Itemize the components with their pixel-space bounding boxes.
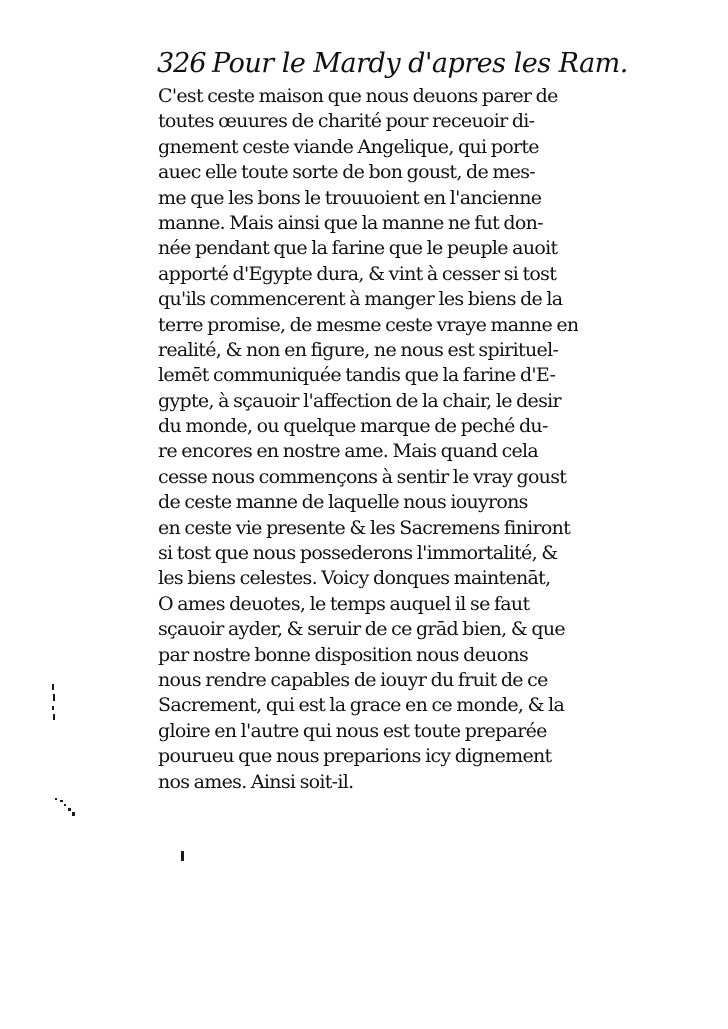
text-line: si tost que nous possederons l'immortalité, &: [158, 542, 558, 565]
text-line: de ceste manne de laquelle nous iouyrons: [158, 491, 528, 514]
text-line: qu'ils commencerent à manger les biens de la: [158, 288, 563, 311]
text-line: nous rendre capables de iouyr du fruit de ce: [158, 668, 548, 691]
text-line: re encores en nostre ame. Mais quand cela: [158, 440, 539, 463]
text-line: sçauoir ayder, & seruir de ce grād bien, & que: [158, 618, 565, 641]
text-line: en ceste vie presente & les Sacremens finiront: [158, 516, 571, 539]
margin-ink-mark: [52, 684, 54, 690]
text-line: gnement ceste viande Angelique, qui porte: [158, 135, 539, 158]
body-text: [158, 84, 578, 795]
page-header: [157, 48, 628, 82]
margin-ink-mark: [60, 800, 63, 802]
text-line: par nostre bonne disposition nous deuons: [158, 643, 529, 666]
margin-ink-mark: [53, 694, 55, 701]
text-line: manne. Mais ainsi que la manne ne fut don-: [158, 211, 543, 234]
margin-ink-mark: [68, 808, 71, 811]
text-line: née pendant que la farine que le peuple auoit: [158, 237, 558, 260]
text-line: C'est ceste maison que nous deuons parer de: [158, 85, 558, 107]
margin-ink-mark: [181, 851, 184, 861]
text-line: gloire en l'autre qui nous est toute preparée: [158, 719, 547, 742]
text-line: terre promise, de mesme ceste vraye manne en: [158, 313, 578, 336]
text-line: Sacrement, qui est la grace en ce monde, & la: [158, 694, 565, 717]
text-line: realité, & non en figure, ne nous est spirituel-: [158, 338, 559, 361]
text-line: les biens celestes. Voicy donques maintenāt,: [158, 567, 551, 590]
text-line: gypte, à sçauoir l'affection de la chair, le desir: [158, 389, 561, 412]
text-line: nos ames. Ainsi soit-il.: [158, 770, 354, 793]
text-line: me que les bons le trouuoient en l'ancienne: [158, 186, 542, 209]
page-number: 326: [157, 48, 206, 79]
running-head: Pour le Mardy d'apres les Ram.: [212, 48, 628, 79]
text-line: lemēt communiquée tandis que la farine d'E-: [158, 364, 556, 387]
margin-ink-mark: [55, 798, 57, 800]
margin-ink-mark: [64, 804, 66, 806]
text-line: toutes œuures de charité pour receuoir di-: [158, 110, 535, 133]
text-line: apporté d'Egypte dura, & vint à cesser si tost: [158, 262, 557, 285]
text-line: auec elle toute sorte de bon goust, de mes-: [158, 161, 535, 184]
margin-ink-mark: [72, 812, 75, 816]
text-line: cesse nous commençons à sentir le vray goust: [158, 465, 567, 488]
text-line: O ames deuotes, le temps auquel il se faut: [158, 592, 530, 615]
text-line: pourueu que nous preparions icy dignement: [158, 745, 552, 768]
margin-ink-mark: [52, 706, 54, 710]
margin-ink-mark: [53, 714, 55, 720]
text-line: du monde, ou quelque marque de peché du-: [158, 415, 548, 438]
